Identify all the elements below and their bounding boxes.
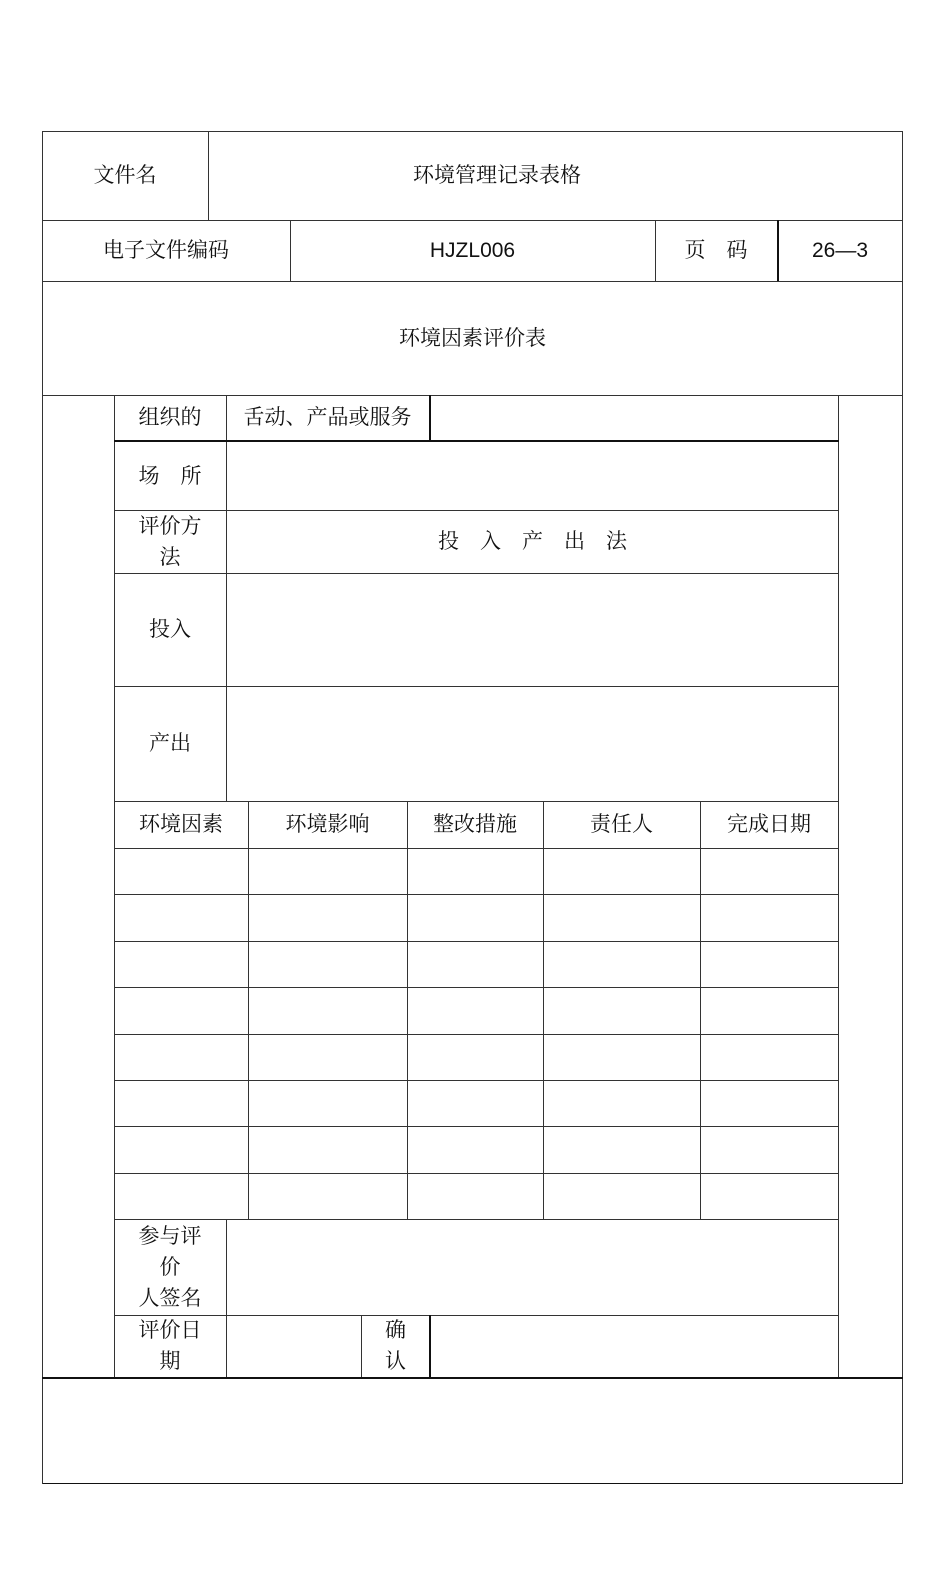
table-cell[interactable] (544, 1127, 700, 1172)
activity-label-cont: 舌动、产品或服务 (243, 405, 412, 429)
file-name-label: 文件名 (93, 163, 157, 187)
page-value: 26—3 (811, 239, 869, 262)
table-cell[interactable] (408, 1081, 543, 1126)
table-cell[interactable] (249, 1174, 407, 1219)
table-cell[interactable] (544, 895, 700, 940)
table-cell[interactable] (249, 942, 407, 987)
input-label: 投入 (149, 617, 191, 641)
table-cell[interactable] (249, 1035, 407, 1080)
signers-label: 参与评 价 人签名 (138, 1223, 202, 1310)
table-cell[interactable] (701, 942, 838, 987)
table-cell[interactable] (701, 1127, 838, 1172)
confirm-value[interactable] (431, 1315, 838, 1377)
inner-right-border (838, 395, 839, 1378)
column-header: 责任人 (590, 812, 653, 836)
activity-label: 组织的 (138, 405, 202, 429)
table-cell[interactable] (249, 895, 407, 940)
outer-bottom-border (42, 1483, 903, 1484)
table-cell[interactable] (544, 1174, 700, 1219)
table-cell[interactable] (408, 942, 543, 987)
signers-value[interactable] (227, 1219, 838, 1315)
location-value[interactable] (227, 442, 838, 510)
table-cell[interactable] (408, 988, 543, 1033)
table-cell[interactable] (115, 1174, 248, 1219)
table-cell[interactable] (544, 849, 700, 894)
page-label: 页 码 (684, 238, 748, 262)
table-cell[interactable] (115, 1035, 248, 1080)
table-cell[interactable] (115, 895, 248, 940)
activity-value[interactable] (430, 395, 838, 440)
code-label: 电子文件编码 (103, 238, 229, 262)
table-cell[interactable] (249, 849, 407, 894)
table-cell[interactable] (408, 1174, 543, 1219)
table-cell[interactable] (701, 988, 838, 1033)
table-cell[interactable] (408, 849, 543, 894)
table-cell[interactable] (249, 988, 407, 1033)
column-header: 完成日期 (727, 812, 811, 836)
form-bottom-line (42, 1377, 903, 1379)
table-cell[interactable] (115, 1127, 248, 1172)
table-cell[interactable] (544, 988, 700, 1033)
eval-date-label: 评价日 期 (138, 1318, 202, 1373)
table-cell[interactable] (701, 1035, 838, 1080)
column-header: 环境因素 (139, 812, 223, 836)
input-value[interactable] (227, 573, 838, 686)
table-cell[interactable] (249, 1081, 407, 1126)
table-cell[interactable] (701, 1081, 838, 1126)
table-cell[interactable] (115, 988, 248, 1033)
confirm-label: 确 认 (385, 1318, 406, 1373)
eval-date-value[interactable] (227, 1315, 361, 1377)
output-label: 产出 (149, 731, 191, 755)
table-cell[interactable] (408, 1127, 543, 1172)
location-label: 场 所 (138, 463, 202, 488)
table-cell[interactable] (701, 849, 838, 894)
column-header: 环境影响 (285, 812, 370, 836)
table-cell[interactable] (544, 1081, 700, 1126)
method-value: 投 入 产 出 法 (438, 529, 627, 553)
table-cell[interactable] (408, 895, 543, 940)
method-label: 评价方 法 (138, 513, 202, 569)
output-value[interactable] (227, 686, 838, 801)
table-cell[interactable] (115, 1081, 248, 1126)
table-cell[interactable] (249, 1127, 407, 1172)
file-name-value: 环境管理记录表格 (413, 163, 581, 187)
table-cell[interactable] (408, 1035, 543, 1080)
table-cell[interactable] (115, 942, 248, 987)
table-cell[interactable] (544, 1035, 700, 1080)
table-cell[interactable] (701, 895, 838, 940)
table-cell[interactable] (115, 849, 248, 894)
column-header: 整改措施 (433, 812, 517, 836)
table-cell[interactable] (544, 942, 700, 987)
table-cell[interactable] (701, 1174, 838, 1219)
form-title: 环境因素评价表 (399, 325, 546, 350)
code-value: HJZL006 (429, 239, 516, 262)
